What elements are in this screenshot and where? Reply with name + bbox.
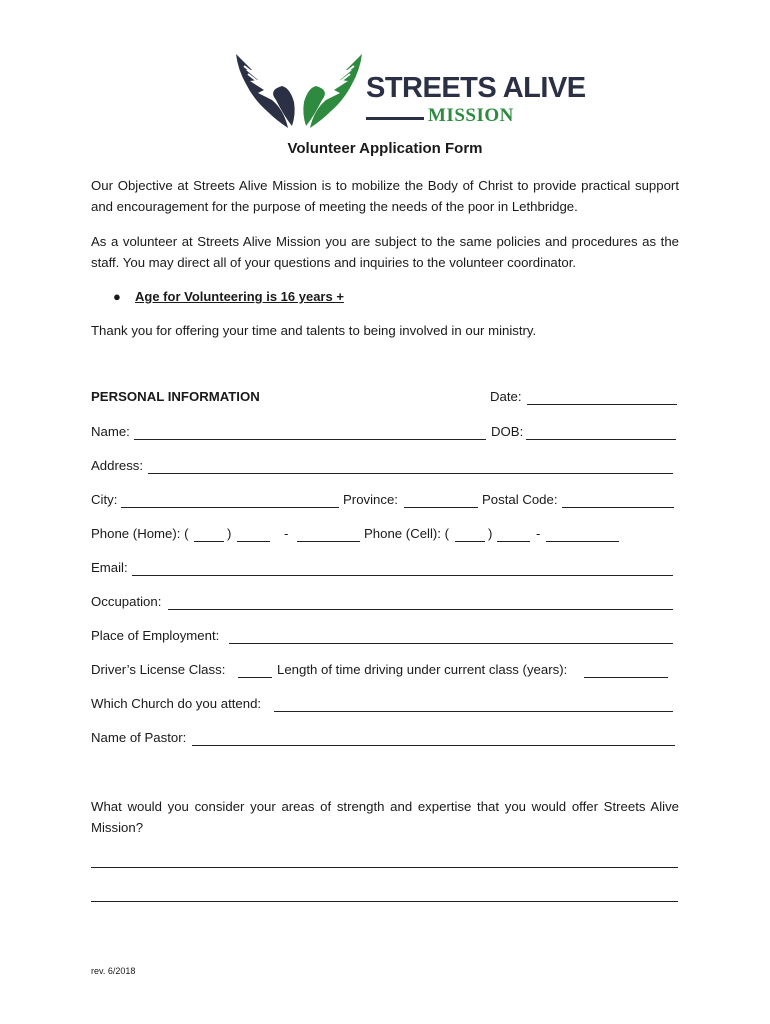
employment-field[interactable] (229, 643, 673, 644)
employment-label: Place of Employment: (91, 628, 220, 643)
date-label: Date: (490, 389, 522, 404)
pastor-label: Name of Pastor: (91, 730, 187, 745)
license-class-label: Driver’s License Class: (91, 662, 226, 677)
age-note: Age for Volunteering is 16 years + (135, 289, 344, 304)
logo-title: STREETS ALIVE (366, 72, 586, 104)
logo-divider (366, 117, 424, 120)
bullet-icon: ● (113, 289, 121, 304)
church-field[interactable] (274, 711, 673, 712)
phone-home-label: Phone (Home): ( (91, 526, 189, 541)
phone-home-prefix-field[interactable] (237, 541, 270, 542)
age-requirement (113, 289, 344, 304)
postal-code-field[interactable] (562, 507, 674, 508)
email-field[interactable] (132, 575, 673, 576)
driving-time-label: Length of time driving under current class (years): (277, 662, 568, 677)
address-field[interactable] (148, 473, 673, 474)
strengths-answer-line-2[interactable] (91, 901, 678, 902)
city-field[interactable] (121, 507, 339, 508)
objective-paragraph: Our Objective at Streets Alive Mission is to mobilize the Body of Christ to provide practical support and encouragement for the purpose of meeting the needs of the poor in Lethbridge. (91, 178, 679, 214)
city-label: City: (91, 492, 118, 507)
logo-subtitle: MISSION (428, 105, 514, 126)
phone-home-number-field[interactable] (297, 541, 360, 542)
strengths-answer-line-1[interactable] (91, 867, 678, 868)
occupation-field[interactable] (168, 609, 673, 610)
revision-note: rev. 6/2018 (91, 966, 136, 976)
email-label: Email: (91, 560, 128, 575)
name-field[interactable] (134, 439, 486, 440)
phone-home-dash: - (284, 526, 289, 541)
province-field[interactable] (404, 507, 478, 508)
phone-cell-close: ) (488, 526, 493, 541)
license-class-field[interactable] (238, 677, 272, 678)
phone-home-close: ) (227, 526, 232, 541)
streets-alive-logo (232, 50, 586, 132)
phone-cell-area-field[interactable] (455, 541, 485, 542)
personal-info-heading: PERSONAL INFORMATION (91, 389, 260, 404)
strengths-question: What would you consider your areas of strength and expertise that you would offer Streets Alive Mission? (91, 799, 679, 835)
church-label: Which Church do you attend: (91, 696, 262, 711)
phone-home-area-field[interactable] (194, 541, 224, 542)
phone-cell-label: Phone (Cell): ( (364, 526, 450, 541)
pastor-field[interactable] (192, 745, 675, 746)
thanks-paragraph: Thank you for offering your time and talents to being involved in our ministry. (91, 323, 537, 338)
occupation-label: Occupation: (91, 594, 162, 609)
postal-code-label: Postal Code: (482, 492, 558, 507)
dob-label: DOB: (491, 424, 524, 439)
phone-cell-prefix-field[interactable] (497, 541, 530, 542)
address-label: Address: (91, 458, 144, 473)
wings-heart-icon (232, 50, 366, 132)
driving-time-field[interactable] (584, 677, 668, 678)
province-label: Province: (343, 492, 398, 507)
phone-cell-dash: - (536, 526, 541, 541)
dob-field[interactable] (526, 439, 676, 440)
form-title: Volunteer Application Form (287, 140, 483, 157)
policy-paragraph: As a volunteer at Streets Alive Mission you are subject to the same policies and procedures as the staff. You may direct all of your questions and inquiries to the volunteer coordinator. (91, 234, 679, 270)
date-field[interactable] (527, 404, 677, 405)
phone-cell-number-field[interactable] (546, 541, 619, 542)
name-label: Name: (91, 424, 130, 439)
